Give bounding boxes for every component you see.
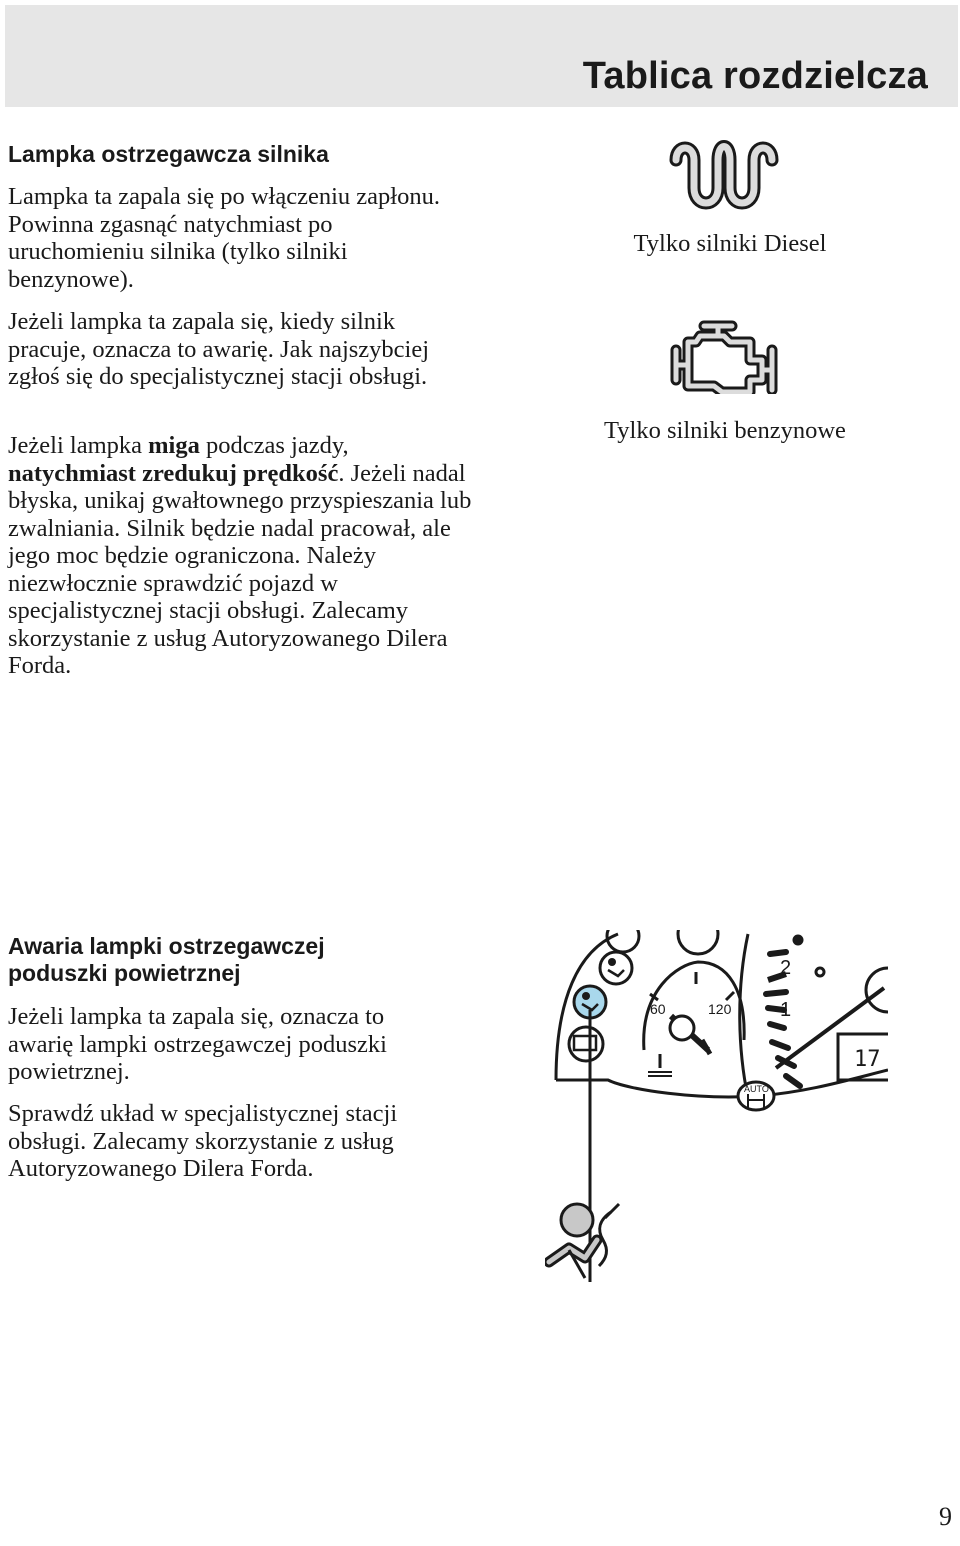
airbag-paragraph-1: Jeżeli lampka ta zapala się, oznacza to awarię lampki ostrzegawczej poduszki powietrznej. (8, 1003, 387, 1085)
tacho-label-1: 1 (780, 999, 792, 1021)
odometer-digits: 17 (854, 1047, 881, 1072)
airbag-warning-icon (545, 1198, 635, 1284)
airbag-heading-line2: poduszki powietrznej (8, 960, 241, 986)
p3-bold-miga: miga (148, 432, 200, 459)
engine-warning-paragraph-1: Lampka ta zapala się po włączeniu zapłonu. Powinna zgasnąć natychmiast po uruchomieniu silnika (tylko silniki benzynowe). (8, 183, 440, 293)
p3-text-e: . Jeżeli nadal błyska, unikaj gwałtownego przyspieszania lub zwalniania. Silnik będzie nadal pracował, ale jego moc będzie ograniczona. Należy niezwłocznie sprawdzić pojazd w specjalistycznej stacji obsługi. Zalecamy skorzystanie z usług Autoryzowanego Dilera Forda. (8, 459, 472, 679)
page-number: 9 (939, 1502, 952, 1531)
p3-bold-reduce-speed: natychmiast zredukuj prędkość (8, 459, 339, 487)
engine-warning-paragraph-2: Jeżeli lampka ta zapala się, kiedy silnik pracuje, oznacza to awarię. Jak najszybciej zgłoś się do specjalistycznej stacji obsługi. (8, 308, 430, 390)
tacho-label-2: 2 (780, 957, 792, 979)
glow-plug-icon (666, 138, 782, 214)
engine-warning-paragraph-3 (8, 432, 473, 680)
temp-gauge-low-label: 60 (650, 1001, 666, 1017)
diesel-caption: Tylko silniki Diesel (633, 230, 827, 257)
engine-warning-heading: Lampka ostrzegawcza silnika (8, 141, 329, 167)
airbag-paragraph-2: Sprawdź układ w specjalistycznej stacji obsługi. Zalecamy skorzystanie z usług Autoryzowanego Dilera Forda. (8, 1100, 398, 1182)
page-header (5, 5, 958, 107)
airbag-warning-heading (8, 933, 325, 987)
p3-text-c: podczas jazdy, (199, 432, 349, 459)
temp-gauge-high-label: 120 (708, 1001, 732, 1017)
airbag-heading-line1: Awaria lampki ostrzegawczej (8, 933, 325, 959)
engine-check-icon (670, 320, 778, 394)
auto-label: AUTO (744, 1084, 769, 1094)
petrol-caption: Tylko silniki benzynowe (604, 417, 846, 444)
page-title: Tablica rozdzielcza (582, 55, 928, 97)
p3-text-a: Jeżeli lampka (8, 432, 149, 459)
